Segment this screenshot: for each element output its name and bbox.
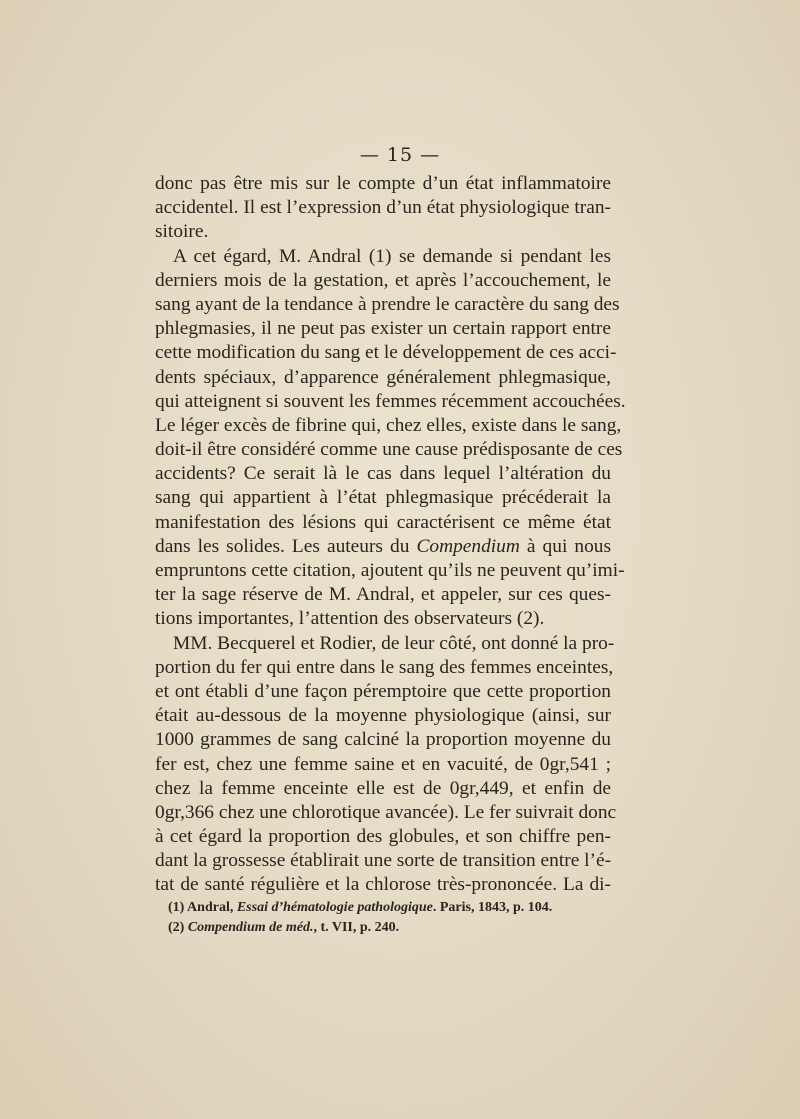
text-line: fer est, chez une femme saine et en vacuité, de 0gr,541 ; xyxy=(155,753,611,775)
text-line: cette modification du sang et le développement de ces acci- xyxy=(155,342,617,364)
text-line: 1000 grammes de sang calciné la proportion moyenne du xyxy=(155,729,611,751)
text-line: doit-il être considéré comme une cause prédisposante de ces xyxy=(155,439,623,461)
footnotes xyxy=(168,898,608,938)
text-line: tat de santé régulière et la chlorose très-prononcée. La di- xyxy=(155,874,611,896)
text-line: ter la sage réserve de M. Andral, et appeler, sur ces ques- xyxy=(155,584,611,606)
footnote-text: , t. VII, p. 240. xyxy=(313,920,400,935)
text-line: et ont établi d’une façon péremptoire que cette proportion xyxy=(155,680,611,702)
text-line: était au-dessous de la moyenne physiologique (ainsi, sur xyxy=(155,705,611,727)
text-fragment: dans les solides. Les auteurs du xyxy=(155,535,417,557)
footnote-text: . Paris, 1843, p. 104. xyxy=(432,900,553,915)
text-line: derniers mois de la gestation, et après l’accouchement, le xyxy=(155,269,611,291)
text-line: empruntons cette citation, ajoutent qu’ils ne peuvent qu’imi- xyxy=(155,560,625,581)
footnote-text: (1) Andral, xyxy=(168,900,237,915)
text-line: accidents? Ce serait là le cas dans lequel l’altération du xyxy=(155,463,611,485)
text-line: 0gr,366 chez une chlorotique avancée). Le fer suivrait donc xyxy=(155,801,617,823)
page-number-header: — 15 — xyxy=(359,144,441,166)
text-line: donc pas être mis sur le compte d’un état inflammatoire xyxy=(155,173,611,194)
text-fragment: à qui nous xyxy=(519,535,612,557)
footnote-text: (2) xyxy=(168,920,188,935)
text-line: sang qui appartient à l’état phlegmasique précéderait la xyxy=(155,487,611,509)
footnote-2 xyxy=(168,918,608,938)
footnote-italic: Essai d’hématologie pathologique xyxy=(236,900,433,915)
text-line: chez la femme enceinte elle est de 0gr,449, et enfin de xyxy=(155,777,611,799)
body-text xyxy=(155,172,626,898)
text-line: manifestation des lésions qui caractérisent ce même état xyxy=(155,511,611,533)
footnote-1 xyxy=(168,898,608,918)
text-line: Le léger excès de fibrine qui, chez elles, existe dans le sang, xyxy=(155,414,622,436)
text-line: dents spéciaux, d’apparence généralement phlegmasique, xyxy=(155,366,611,388)
text-line: qui atteignent si souvent les femmes récemment accouchées. xyxy=(155,390,626,412)
footnote-italic: Compendium de méd. xyxy=(187,920,314,935)
text-line: phlegmasies, il ne peut pas exister un certain rapport entre xyxy=(155,318,611,340)
text-line-compendium xyxy=(155,535,611,559)
text-line: accidentel. Il est l’expression d’un état physiologique tran- xyxy=(155,197,611,219)
text-line: A cet égard, M. Andral (1) se demande si pendant les xyxy=(173,245,611,267)
text-line: à cet égard la proportion des globules, et son chiffre pen- xyxy=(155,826,611,848)
text-line: tions importantes, l’attention des observateurs (2). xyxy=(155,608,545,630)
italic-title: Compendium xyxy=(416,535,520,557)
text-line: portion du fer qui entre dans le sang des femmes enceintes, xyxy=(155,656,614,678)
text-line: MM. Becquerel et Rodier, de leur côté, ont donné la pro- xyxy=(173,632,615,654)
text-line: dant la grossesse établirait une sorte de transition entre l’é- xyxy=(155,850,612,872)
text-line: sang ayant de la tendance à prendre le caractère du sang des xyxy=(155,293,620,315)
text-line: sitoire. xyxy=(155,221,209,243)
